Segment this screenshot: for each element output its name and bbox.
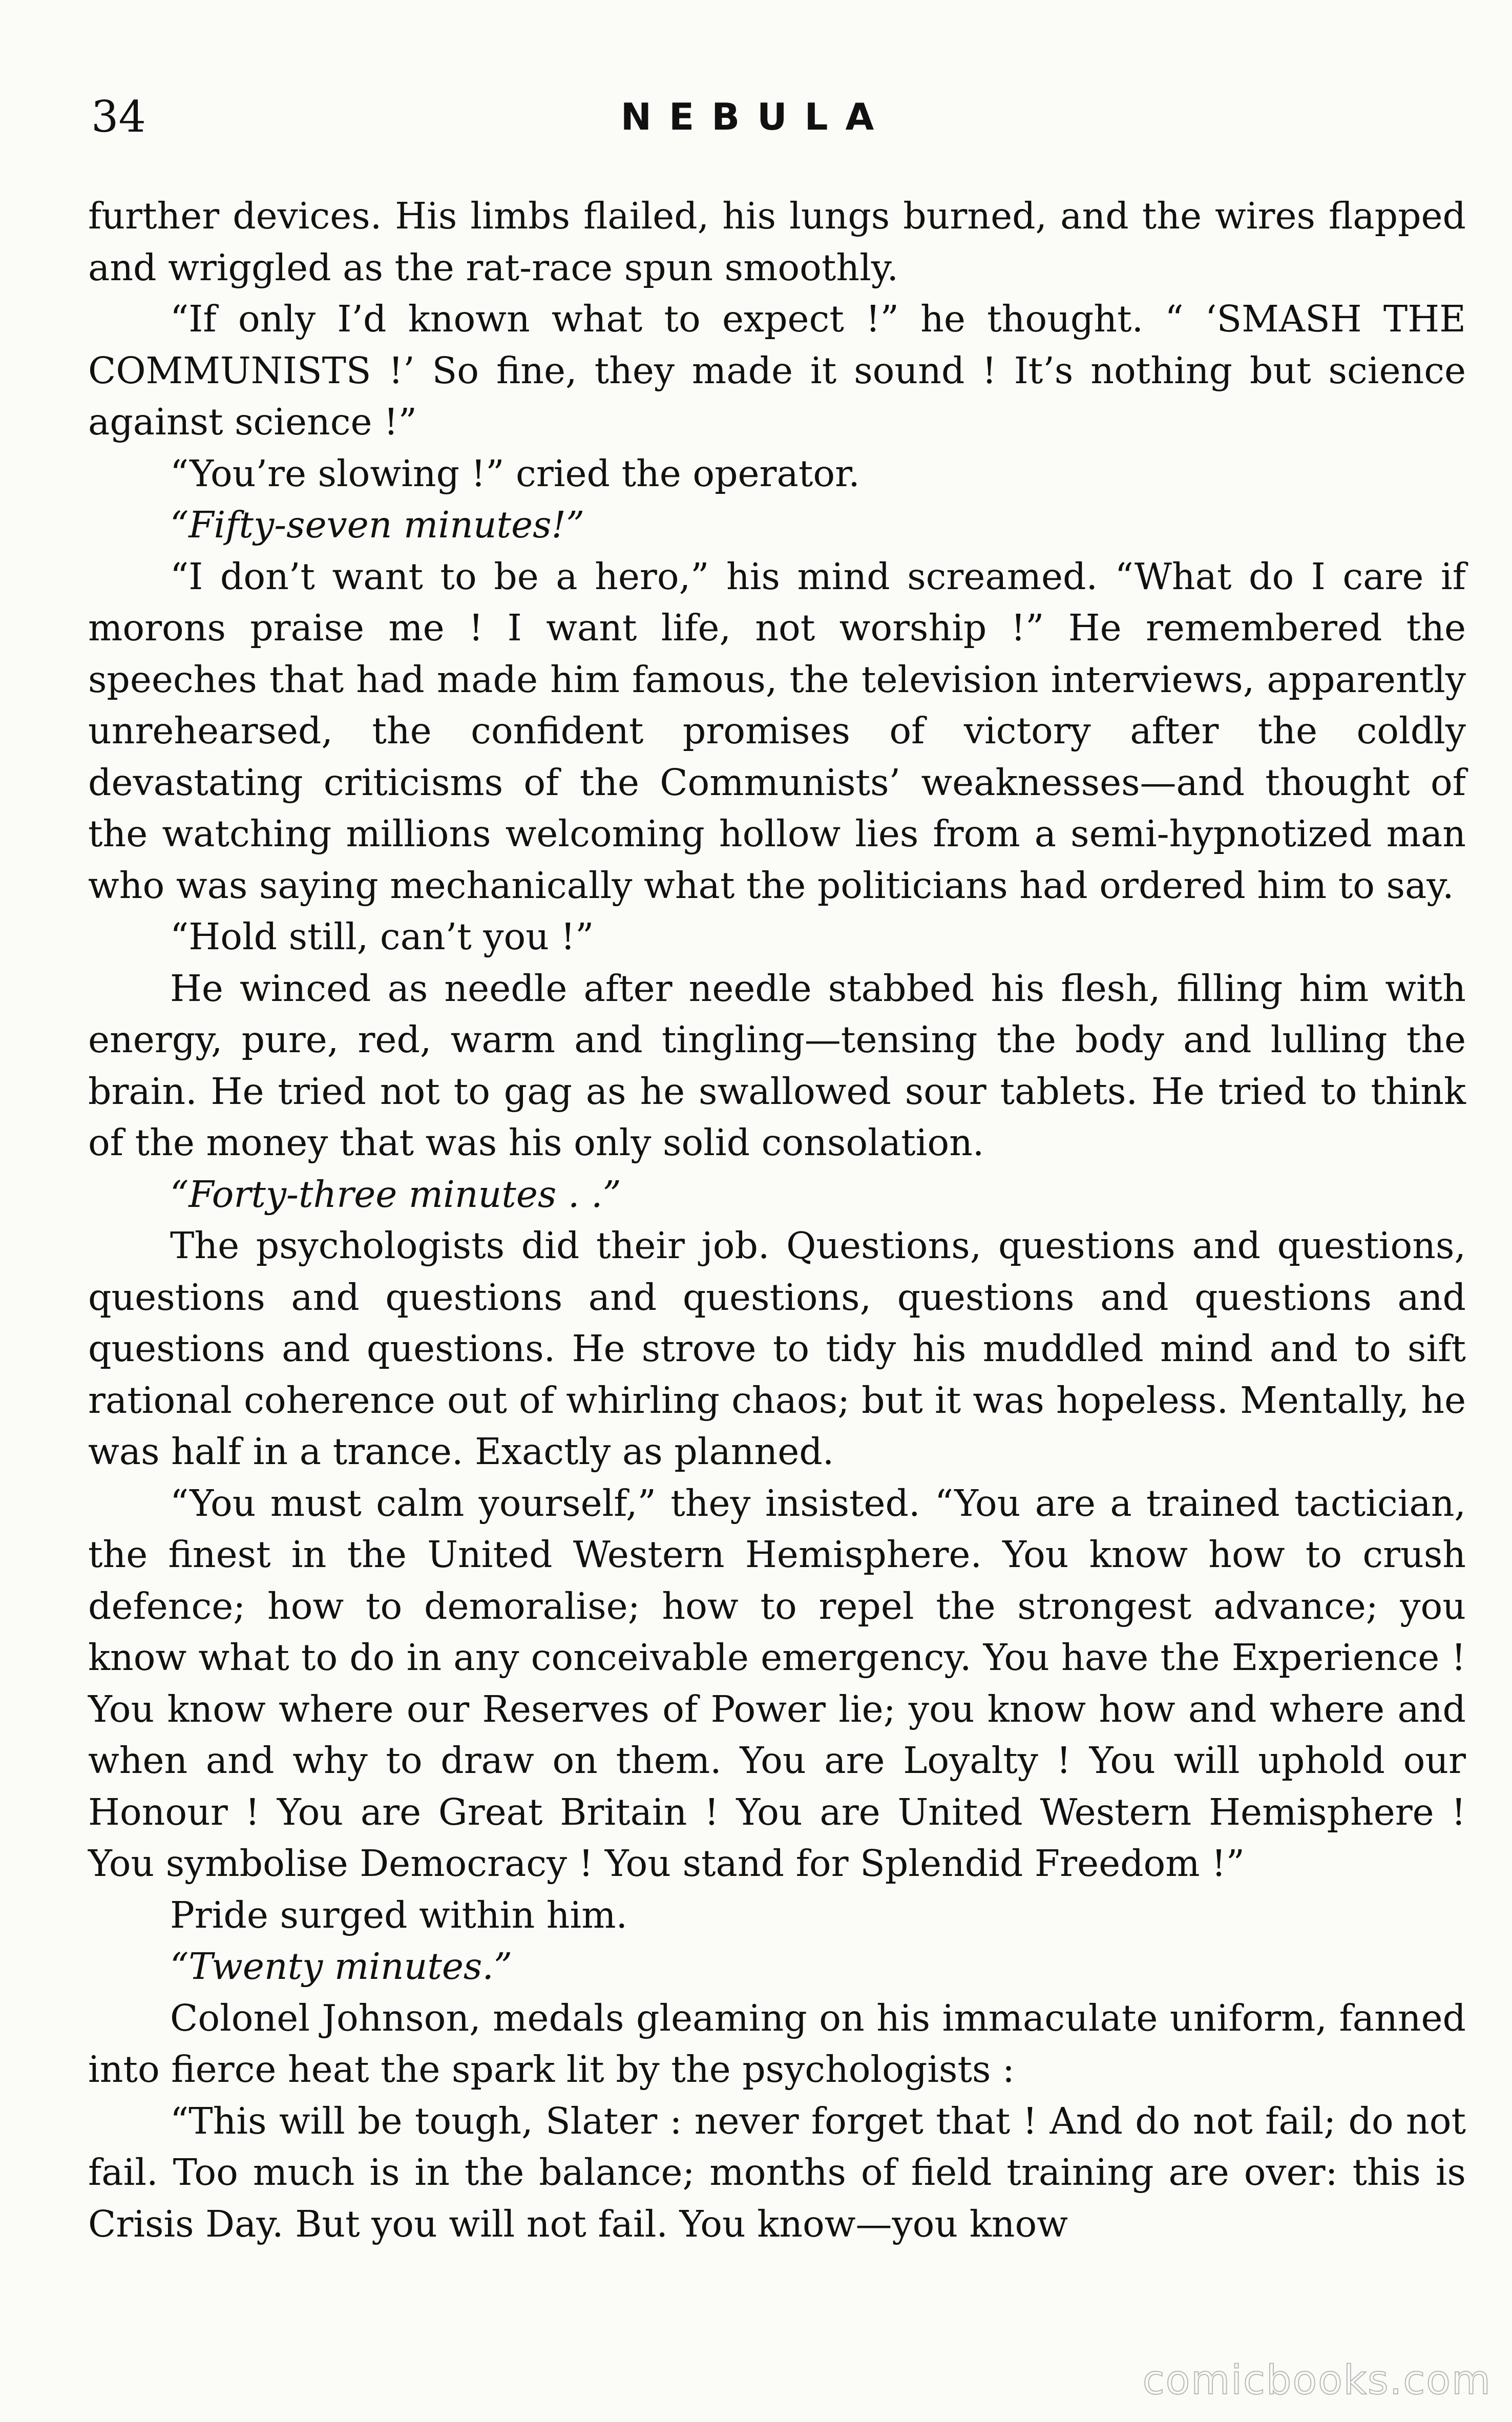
- watermark: comicbooks.com: [1142, 2357, 1492, 2404]
- paragraph: “I don’t want to be a hero,” his mind screamed. “What do I care if morons praise me ! I want life, not worship !” He remembered the speeches that had made him famous, the television interviews, apparently unrehearsed, the confident promises of victory after the coldly devastating criticisms of the Communists’ weaknesses—and thought of the watching millions welcoming hollow lies from a semi-hypnotized man who was saying mechanically what the politicians had ordered him to say.: [88, 555, 1466, 907]
- journal-title: NEBULA: [620, 95, 892, 138]
- paragraph-italic: “Twenty minutes.”: [170, 1945, 513, 1988]
- page-number: 34: [91, 92, 146, 142]
- paragraph: Pride surged within him.: [170, 1893, 628, 1936]
- body-text: [88, 191, 1466, 2250]
- paragraph: The psychologists did their job. Questions, questions and questions, questions and questions and questions, questions and questions and questions and questions. He strove to tidy his muddled mind and to sift rational coherence out of whirling chaos; but it was hopeless. Mentally, he was half in a trance. Exactly as planned.: [88, 1224, 1466, 1473]
- paragraph-italic: “Fifty-seven minutes!”: [170, 504, 585, 546]
- paragraph: “You must calm yourself,” they insisted. “You are a trained tactician, the finest in the United Western Hemisphere. You know how to crush defence; how to demoralise; how to repel the strongest advance; you know what to do in any conceivable emergency. You have the Experience ! You know where our Reserves of Power lie; you know how and where and when and why to draw on them. You are Loyalty ! You will uphold our Honour ! You are Great Britain ! You are United Western Hemisphere ! You symbolise Democracy ! You stand for Splendid Freedom !”: [88, 1481, 1466, 1885]
- paragraph: “This will be tough, Slater : never forget that ! And do not fail; do not fail. Too much is in the balance; months of field training are over: this is Crisis Day. But you will not fail. You know—you know: [88, 2099, 1466, 2245]
- paragraph: “Hold still, can’t you !”: [170, 915, 594, 958]
- running-head: [0, 86, 1512, 148]
- paragraph: “If only I’d known what to expect !” he thought. “ ‘SMASH THE COMMUNISTS !’ So fine, they made it sound ! It’s nothing but science against science !”: [88, 298, 1466, 443]
- paragraph: Colonel Johnson, medals gleaming on his immaculate uniform, fanned into fierce heat the spark lit by the psychologists :: [88, 1996, 1466, 2091]
- paragraph: further devices. His limbs flailed, his lungs burned, and the wires flapped and wriggled as the rat-race spun smoothly.: [88, 195, 1466, 289]
- paragraph-italic: “Forty-three minutes . .”: [170, 1173, 621, 1216]
- paragraph: “You’re slowing !” cried the operator.: [170, 452, 860, 495]
- paragraph: He winced as needle after needle stabbed his flesh, filling him with energy, pure, red, warm and tingling—tensing the body and lulling the brain. He tried not to gag as he swallowed sour tablets. He tried to think of the money that was his only solid consolation.: [88, 967, 1466, 1164]
